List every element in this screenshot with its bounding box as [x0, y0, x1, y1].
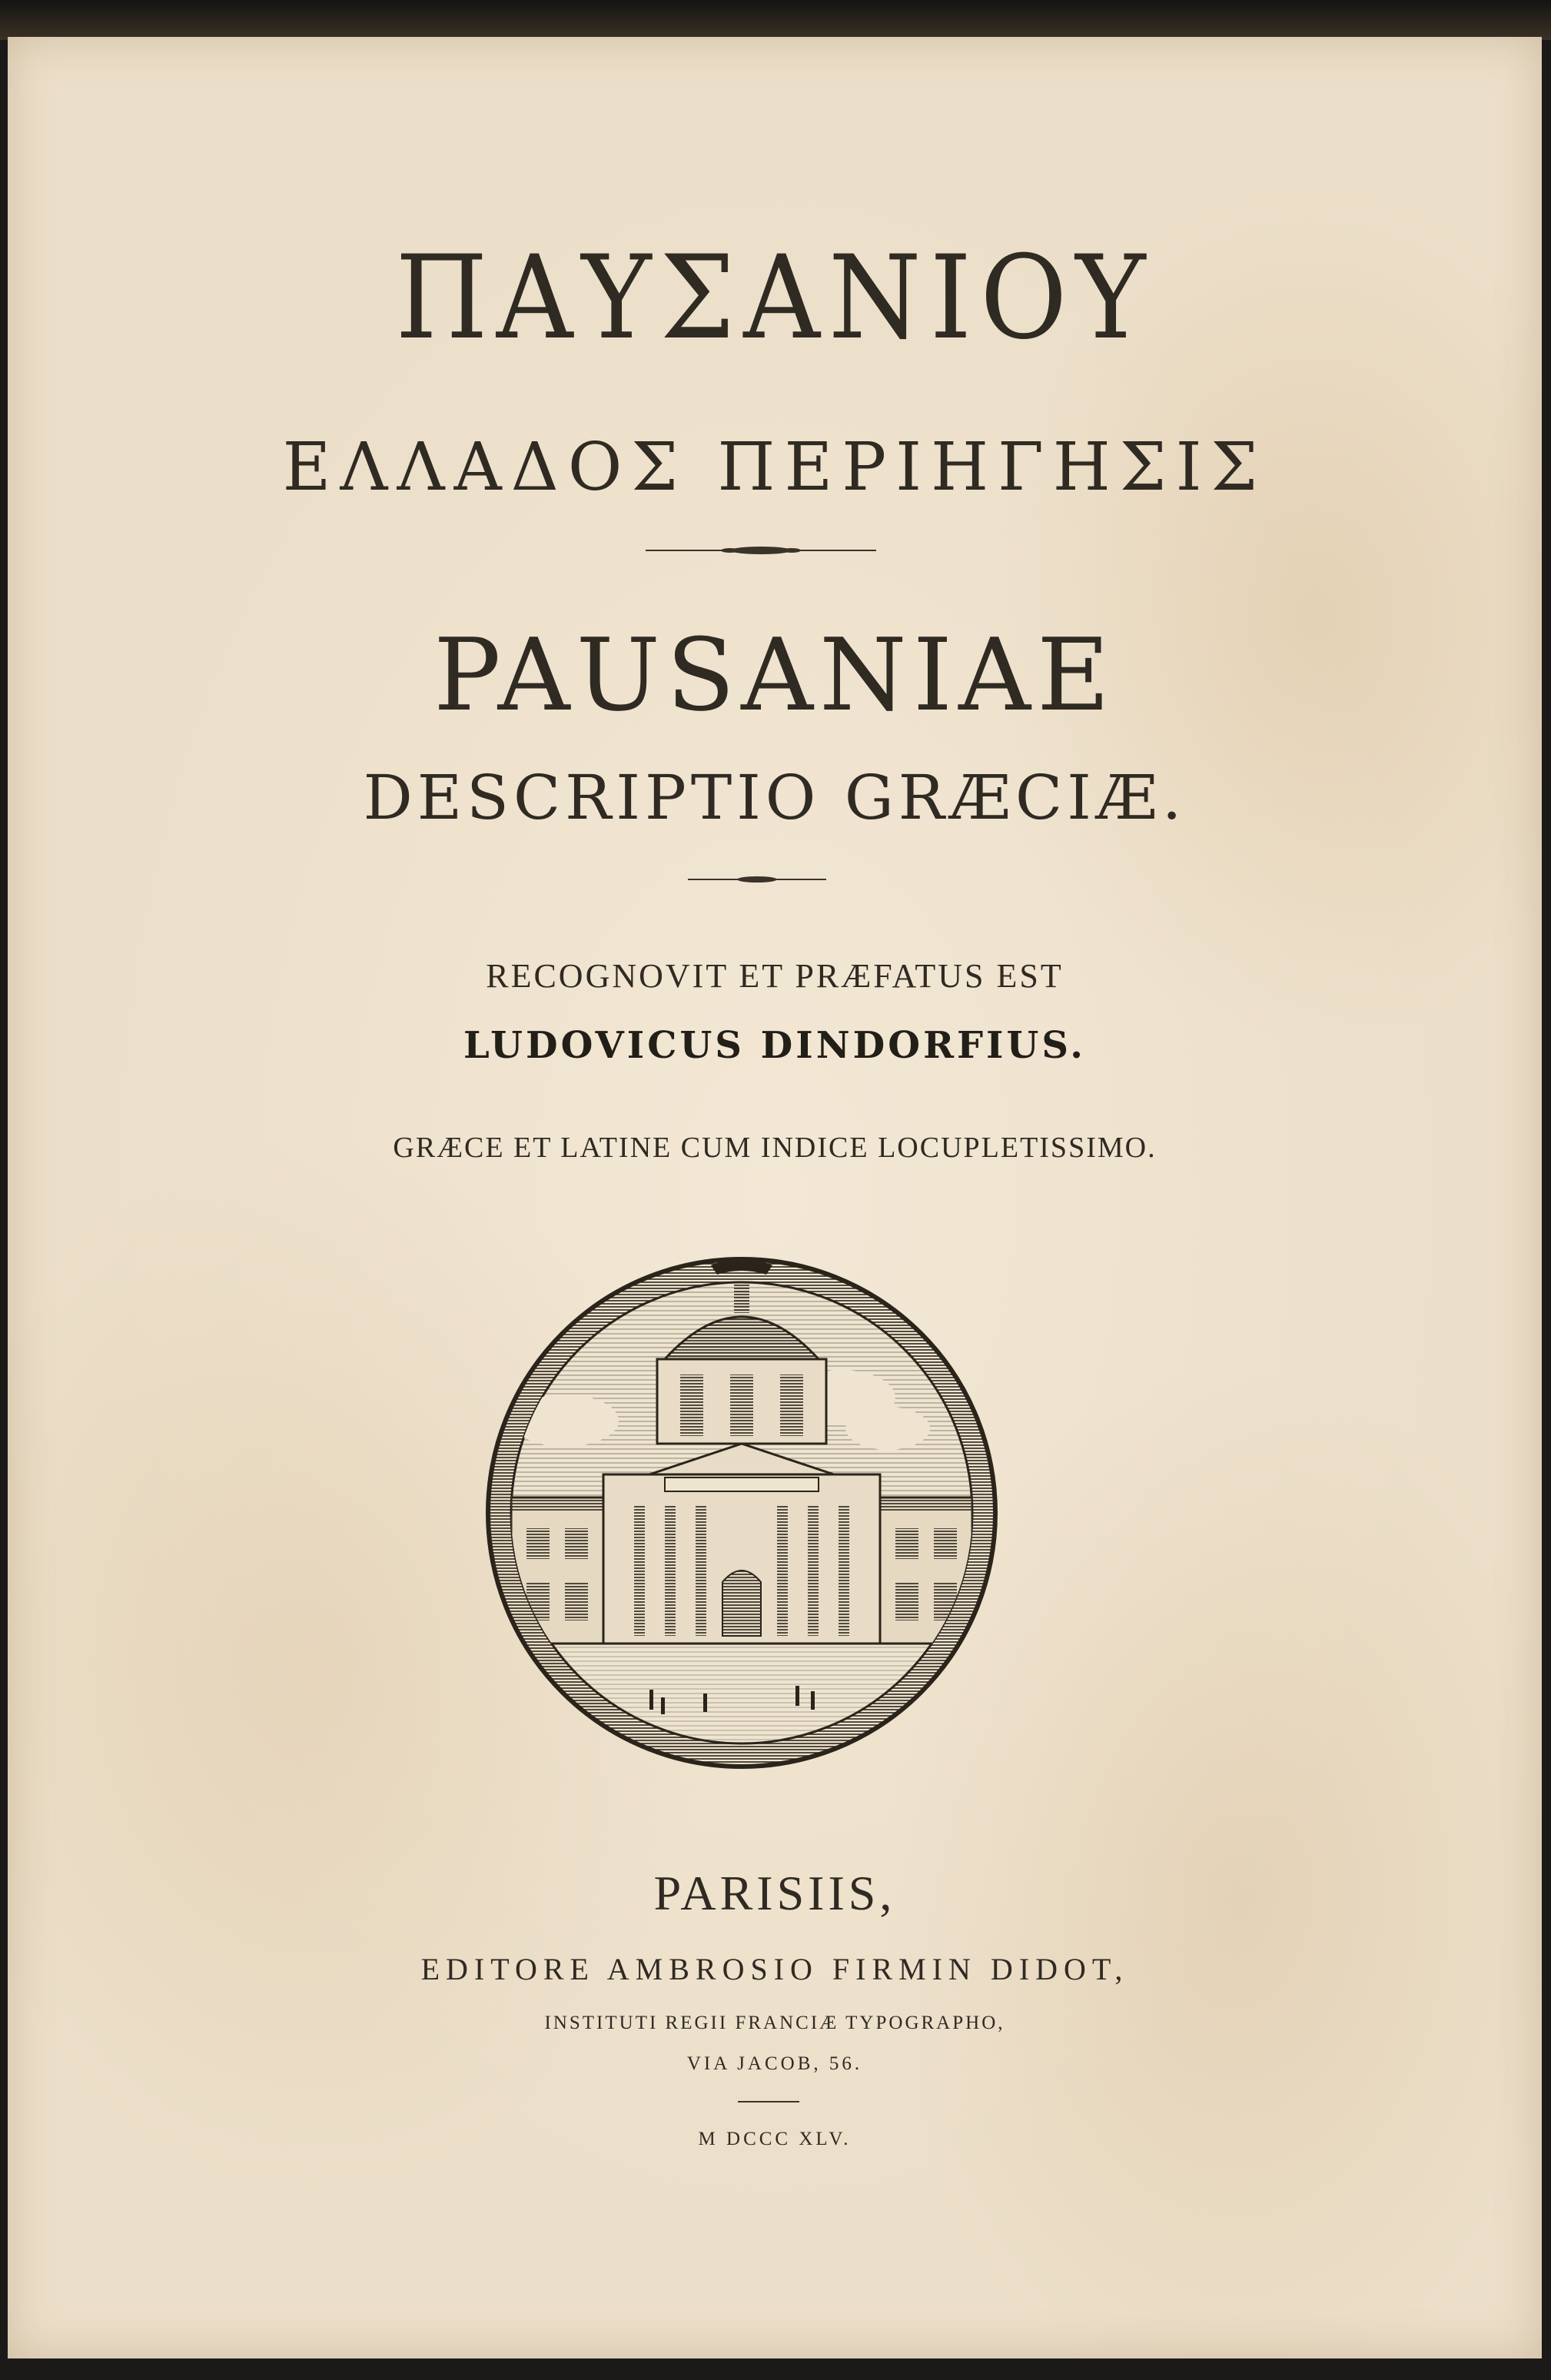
institut-de-france-medallion [480, 1244, 1003, 1782]
book-top-edge [0, 0, 1551, 40]
subtitle-latin: DESCRIPTIO GRÆCIÆ. [363, 762, 1187, 833]
title-page [8, 37, 1542, 2358]
editor-line: RECOGNOVIT ET PRÆFATUS EST [486, 957, 1064, 995]
editor-name: LUDOVICUS DINDORFIUS. [463, 1024, 1087, 1067]
imprint-city: PARISIIS, [653, 1866, 896, 1920]
imprint-rule [738, 2101, 799, 2102]
subtitle-greek: ΕΛΛΑΔΟΣ ΠΕΡΙΗΓΗΣΙΣ [282, 429, 1267, 506]
title-greek: ΠΑΥΣΑΝΙΟΥ [395, 231, 1154, 365]
imprint-role: INSTITUTI REGII FRANCIÆ TYPOGRAPHO, [544, 2013, 1005, 2033]
imprint-publisher: EDITORE AMBROSIO FIRMIN DIDOT, [420, 1952, 1129, 1986]
title-latin: PAUSANIAE [433, 617, 1116, 733]
imprint-year: M DCCC XLV. [698, 2129, 852, 2149]
imprint-address: VIA JACOB, 56. [686, 2053, 863, 2074]
ornament-divider-middle [688, 873, 826, 886]
ornament-divider-top [646, 543, 876, 558]
edition-note: GRÆCE ET LATINE CUM INDICE LOCUPLETISSIMO. [393, 1132, 1157, 1164]
